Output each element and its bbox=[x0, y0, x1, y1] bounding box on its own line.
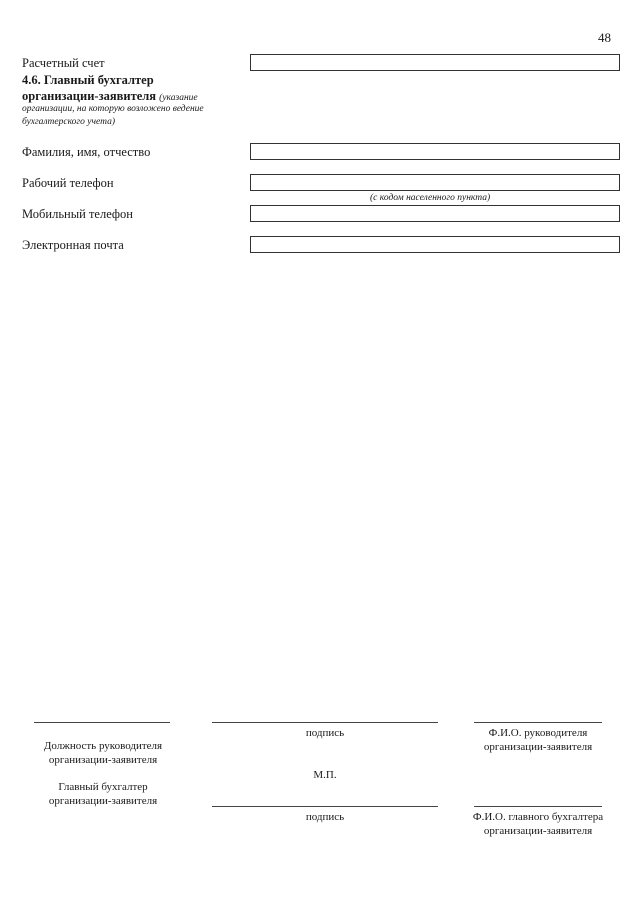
mobile-phone-field[interactable] bbox=[250, 205, 620, 222]
director-name-line[interactable] bbox=[474, 722, 602, 723]
section-note-part3: бухгалтерского учета) bbox=[22, 117, 115, 127]
accountant-name-line1: Ф.И.О. главного бухгалтера bbox=[472, 811, 604, 823]
mobile-phone-label: Мобильный телефон bbox=[22, 207, 133, 221]
work-phone-field[interactable] bbox=[250, 174, 620, 191]
section-title-line2: организации-заявителя bbox=[22, 89, 157, 103]
director-name-line2: организации-заявителя bbox=[483, 741, 593, 753]
section-note-part1: (указание bbox=[159, 93, 198, 103]
director-position-line2: организации-заявителя bbox=[48, 754, 158, 766]
full-name-label: Фамилия, имя, отчество bbox=[22, 145, 151, 159]
accountant-position-line2: организации-заявителя bbox=[48, 795, 158, 807]
work-phone-label: Рабочий телефон bbox=[22, 176, 114, 190]
director-sign-caption: подпись bbox=[305, 727, 345, 739]
page-number: 48 bbox=[598, 30, 611, 45]
stamp-label: М.П. bbox=[313, 769, 337, 781]
accountant-position-caption bbox=[18, 780, 188, 808]
director-name-line1: Ф.И.О. руководителя bbox=[488, 727, 588, 739]
director-signature-line[interactable] bbox=[212, 722, 438, 723]
accountant-name-caption bbox=[452, 810, 624, 838]
director-position-line[interactable] bbox=[34, 722, 170, 723]
section-title-line1: 4.6. Главный бухгалтер bbox=[22, 73, 154, 87]
account-label: Расчетный счет bbox=[22, 56, 105, 70]
work-phone-hint: (с кодом населенного пункта) bbox=[370, 193, 491, 203]
accountant-sign-caption: подпись bbox=[305, 811, 345, 823]
accountant-position-line1: Главный бухгалтер bbox=[58, 781, 148, 793]
section-note-part2: организации, на которую возложено ведение bbox=[22, 104, 204, 114]
director-name-caption bbox=[452, 726, 624, 754]
account-field[interactable] bbox=[250, 54, 620, 71]
accountant-name-line[interactable] bbox=[474, 806, 602, 807]
director-position-caption bbox=[18, 739, 188, 767]
full-name-field[interactable] bbox=[250, 143, 620, 160]
email-label: Электронная почта bbox=[22, 238, 124, 252]
section-title bbox=[22, 72, 247, 106]
accountant-name-line2: организации-заявителя bbox=[483, 825, 593, 837]
accountant-signature-line[interactable] bbox=[212, 806, 438, 807]
director-position-line1: Должность руководителя bbox=[43, 740, 163, 752]
email-field[interactable] bbox=[250, 236, 620, 253]
